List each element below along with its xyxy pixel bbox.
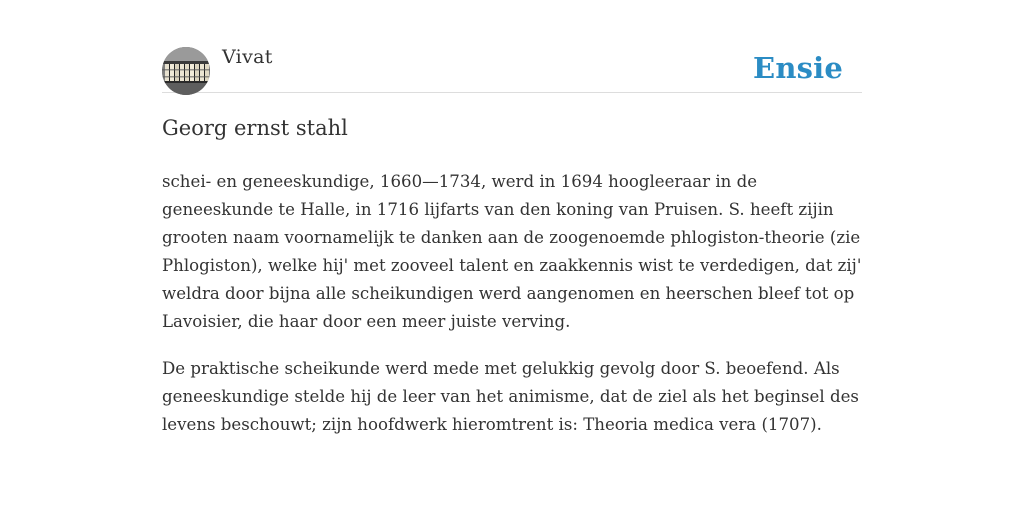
article-paragraph: De praktische scheikunde werd mede met gelukkig gevolg door S. beoefend. Als geneeskundige stelde hij de leer van het animisme, dat de ziel als het beginsel des levens beschouwt; zijn hoofdwerk hieromtrent is: Theoria medica vera (1707). xyxy=(162,359,859,434)
article-body xyxy=(162,168,862,458)
brand-logo[interactable]: Ensie xyxy=(753,51,843,85)
content-column xyxy=(162,0,862,434)
header xyxy=(162,0,862,93)
article-paragraph: schei- en geneeskundige, 1660—1734, werd in 1694 hoogleeraar in de geneeskunde te Halle, in 1716 lijfarts van den koning van Pruisen. S. heeft zijin grooten naam voornamelijk te danken aan de zoogenoemde phlogiston-theorie (zie Phlogiston), welke hij' met zooveel talent en zaakkennis wist te verdedigen, dat zij' weldra door bijna alle scheikundigen werd aangenomen en heerschen bleef tot op Lavoisier, die haar door een meer juiste verving. xyxy=(162,172,862,331)
article-title: Georg ernst stahl xyxy=(162,116,348,140)
source-name[interactable]: Vivat xyxy=(222,46,273,68)
avatar-image xyxy=(162,47,210,95)
book-spines-avatar-icon[interactable] xyxy=(162,47,210,95)
